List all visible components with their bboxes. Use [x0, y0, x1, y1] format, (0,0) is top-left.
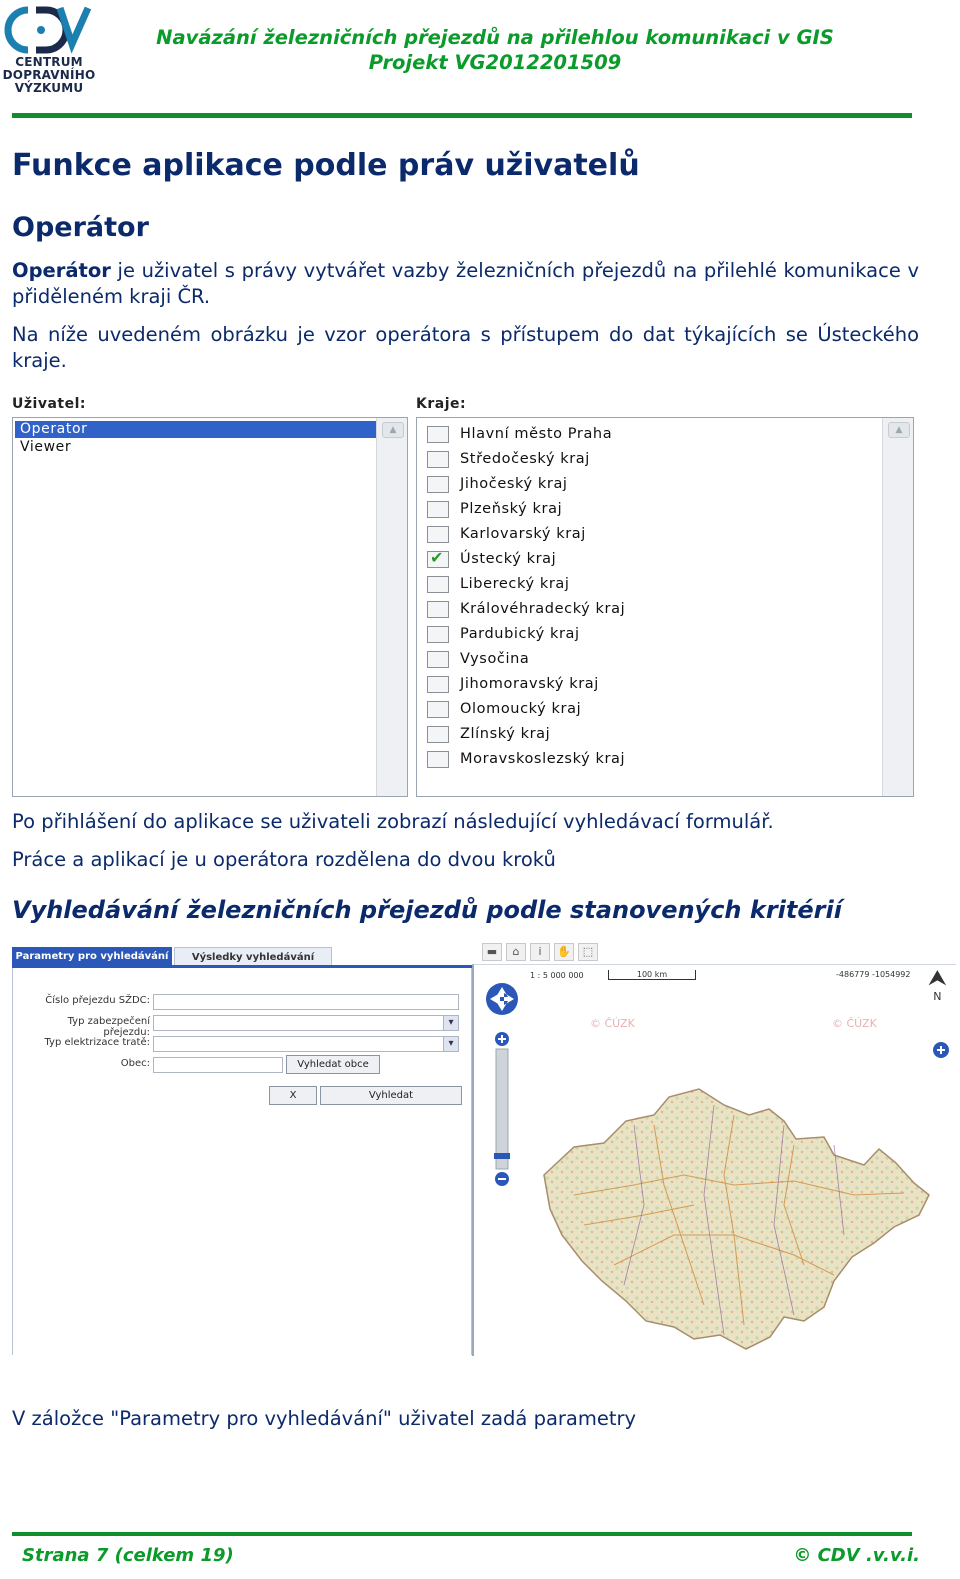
users-listbox[interactable] [12, 417, 408, 797]
page-number: Strana 7 (celkem 19) [22, 1545, 234, 1566]
kraj-label: Středočeský kraj [460, 451, 590, 467]
checkbox[interactable] [427, 576, 449, 593]
zoom-in-icon[interactable] [495, 1032, 509, 1046]
kraje-label: Kraje: [416, 396, 467, 412]
header-project: Projekt VG2012201509 [368, 51, 622, 74]
cdv-logo-mark-icon [2, 4, 96, 56]
find-municipality-button[interactable]: Vyhledat obce [286, 1055, 380, 1074]
checkbox[interactable] [427, 476, 449, 493]
kraj-label: Liberecký kraj [460, 576, 570, 592]
checkbox[interactable] [427, 526, 449, 543]
kraj-option[interactable] [427, 723, 550, 745]
ruler-icon[interactable]: ▬ [482, 943, 502, 961]
crossing-number-input[interactable] [153, 994, 459, 1010]
checkbox[interactable] [427, 701, 449, 718]
municipality-input[interactable] [153, 1057, 283, 1073]
tab-search-results[interactable]: Výsledky vyhledávání [174, 947, 332, 967]
kraj-option[interactable] [427, 573, 570, 595]
page-title: Funkce aplikace podle práv uživatelů [12, 148, 640, 183]
pan-icon[interactable]: ✋ [554, 943, 574, 961]
zoom-slider[interactable] [496, 1049, 508, 1169]
scroll-up-icon[interactable]: ▲ [382, 422, 404, 438]
search-app-screenshot [12, 943, 954, 1355]
kraj-option[interactable] [427, 698, 581, 720]
map-view[interactable] [472, 964, 956, 1356]
zoom-slider-handle[interactable] [494, 1153, 510, 1159]
kraj-label: Hlavní město Praha [460, 426, 613, 442]
protection-type-label: Typ zabezpečení přejezdu: [67, 1016, 150, 1038]
scroll-up-icon[interactable]: ▲ [888, 422, 910, 438]
north-arrow: ⮝ N [928, 966, 947, 1003]
electrification-select[interactable] [153, 1036, 459, 1052]
section-heading: Operátor [12, 212, 149, 243]
users-scrollbar[interactable] [376, 418, 407, 796]
footer-divider [12, 1532, 912, 1536]
select-icon[interactable]: ⬚ [578, 943, 598, 961]
info-icon[interactable]: i [530, 943, 550, 961]
municipality-label: Obec: [120, 1058, 150, 1069]
map-scale-bar: 100 km [608, 970, 696, 980]
checkbox[interactable] [427, 651, 449, 668]
kraj-label: Královéhradecký kraj [460, 601, 626, 617]
kraj-option[interactable] [427, 498, 562, 520]
operator-term: Operátor [12, 259, 111, 282]
cdv-logo [2, 4, 96, 98]
checkbox[interactable] [427, 626, 449, 643]
czech-republic-map [534, 1085, 934, 1355]
search-form [12, 968, 472, 1355]
users-label: Uživatel: [12, 396, 86, 412]
map-toolbar [482, 943, 598, 961]
kraj-label: Pardubický kraj [460, 626, 580, 642]
kraj-option[interactable] [427, 673, 599, 695]
map-scale-text: 1 : 5 000 000 [530, 971, 584, 980]
kraj-option[interactable] [427, 598, 625, 620]
kraj-option[interactable] [427, 423, 612, 445]
kraj-label: Karlovarský kraj [460, 526, 586, 542]
copyright: © CDV .v.v.i. [793, 1545, 920, 1566]
checkbox[interactable] [427, 451, 449, 468]
electrification-label: Typ elektrizace tratě: [44, 1037, 150, 1048]
checkbox[interactable] [427, 426, 449, 443]
kraj-label: Jihočeský kraj [460, 476, 568, 492]
header-divider [12, 113, 912, 118]
kraje-scrollbar[interactable] [882, 418, 913, 796]
kraj-label: Vysočina [460, 651, 530, 667]
checkbox-checked[interactable] [427, 551, 449, 568]
expand-layers-icon[interactable] [932, 1041, 950, 1059]
checkbox[interactable] [427, 676, 449, 693]
kraj-option[interactable] [427, 748, 625, 770]
kraj-option[interactable] [427, 523, 586, 545]
tab-search-parameters[interactable]: Parametry pro vyhledávání [12, 947, 172, 966]
checkbox[interactable] [427, 501, 449, 518]
protection-type-select[interactable] [153, 1015, 459, 1031]
subsection-heading: Vyhledávání železničních přejezdů podle stanovených kritérií [12, 896, 842, 924]
country-outline [544, 1089, 929, 1349]
logo-wordmark: CENTRUM DOPRAVNÍHO VÝZKUMU [2, 55, 96, 95]
tab-bar [12, 947, 332, 967]
kraj-option[interactable] [427, 548, 556, 570]
header-title: Navázání železničních přejezdů na přilehlou komunikaci v GIS [156, 26, 834, 49]
kraj-label: Moravskoslezský kraj [460, 751, 626, 767]
login-note: Po přihlášení do aplikace se uživateli zobrazí následující vyhledávací formulář. [12, 810, 774, 833]
pan-control-icon[interactable] [486, 983, 518, 1015]
kraj-label: Zlínský kraj [460, 726, 551, 742]
checkbox[interactable] [427, 726, 449, 743]
map-coordinates: -486779 -1054992 [836, 970, 911, 979]
kraj-option[interactable] [427, 448, 590, 470]
kraje-checklist[interactable] [416, 417, 914, 797]
kraj-label: Plzeňský kraj [460, 501, 563, 517]
map-watermark: © ČÚZK [590, 1017, 635, 1030]
home-icon[interactable]: ⌂ [506, 943, 526, 961]
kraj-label: Olomoucký kraj [460, 701, 582, 717]
tab-instruction: V záložce "Parametry pro vyhledávání" uživatel zadá parametry [12, 1407, 637, 1430]
kraj-option[interactable] [427, 473, 568, 495]
crossing-number-label: Číslo přejezdu SŽDC: [45, 995, 150, 1006]
kraj-option[interactable] [427, 623, 580, 645]
north-arrow-icon: ⮝ [928, 966, 947, 991]
map-watermark: © ČÚZK [832, 1017, 877, 1030]
checkbox[interactable] [427, 601, 449, 618]
user-option-viewer[interactable]: Viewer [20, 439, 72, 455]
user-option-operator[interactable]: Operator [15, 421, 376, 438]
figure-intro: Na níže uvedeném obrázku je vzor operátora s přístupem do dat týkajících se Ústeckého kraje. [12, 323, 919, 372]
search-button[interactable]: Vyhledat [320, 1086, 462, 1105]
kraj-label: Jihomoravský kraj [460, 676, 599, 692]
steps-note: Práce a aplikací je u operátora rozdělena do dvou kroků [12, 848, 556, 871]
map-navigation [484, 965, 524, 1205]
operator-description: Operátor je uživatel s právy vytvářet vazby železničních přejezdů na přilehlé komunikace v přiděleném kraji ČR. [12, 259, 919, 308]
kraj-option[interactable] [427, 648, 529, 670]
zoom-out-icon[interactable] [495, 1172, 509, 1186]
checkbox[interactable] [427, 751, 449, 768]
clear-button[interactable]: X [269, 1086, 317, 1105]
kraj-label: Ústecký kraj [460, 551, 557, 567]
